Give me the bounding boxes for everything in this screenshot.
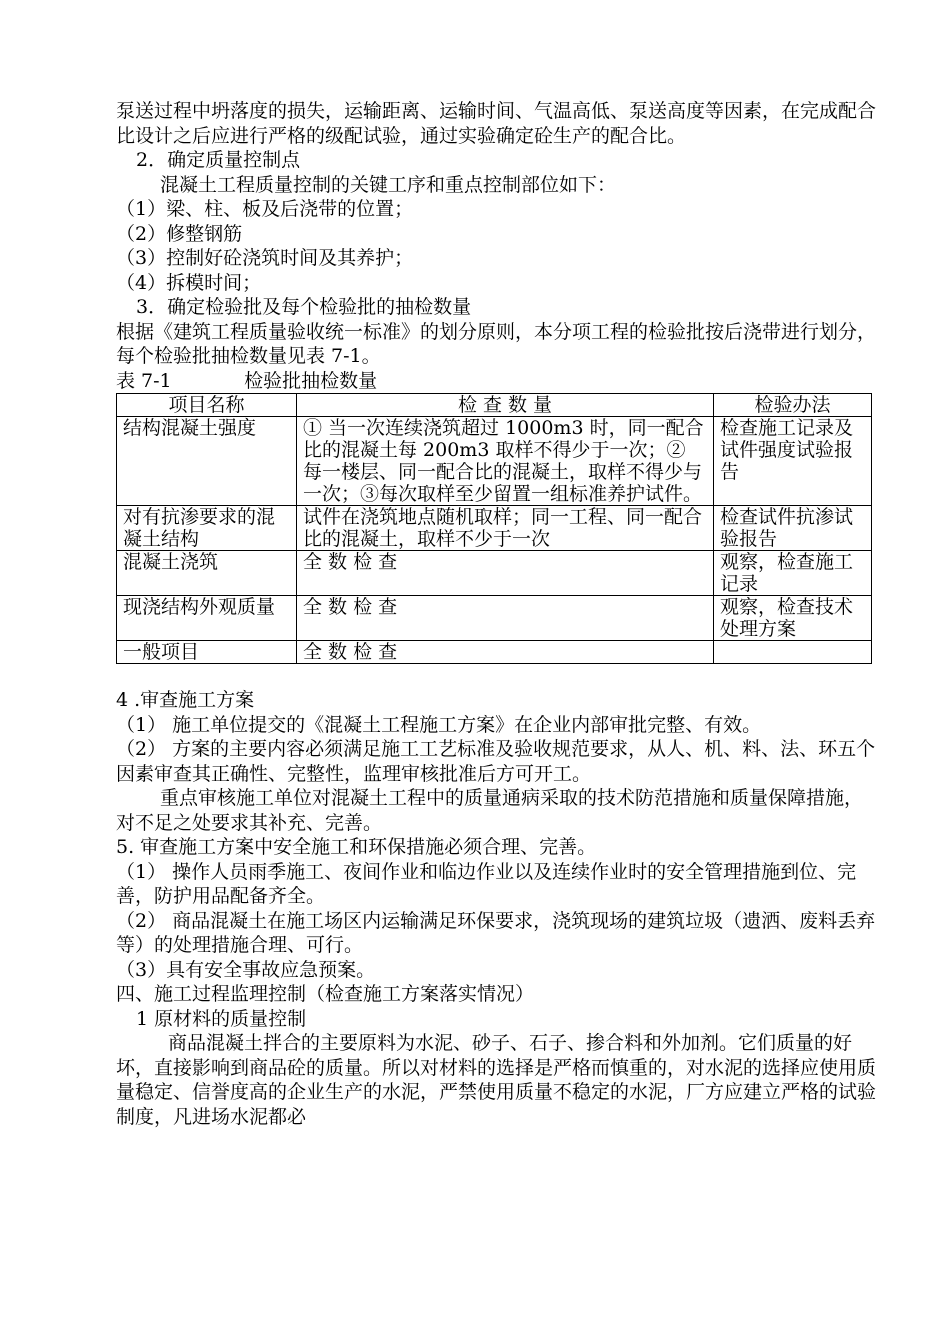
heading-inspection-lots: 3．确定检验批及每个检验批的抽检数量 (136, 296, 472, 318)
list-item: （2）修整钢筋 (116, 222, 243, 245)
section-heading-process-control: 四、施工过程监理控制（检查施工方案落实情况） (116, 983, 535, 1005)
list-item: （3）具有安全事故应急预案。 (116, 958, 376, 981)
heading-safety-review: 5. 审查施工方案中安全施工和环保措施必须合理、完善。 (116, 836, 597, 858)
cell-quantity: 全 数 检 查 (297, 551, 714, 596)
table-row (117, 641, 872, 664)
cell-quantity: 全 数 检 查 (297, 641, 714, 664)
table-row (117, 596, 872, 641)
table-header-row (117, 394, 872, 417)
cell-method (714, 641, 872, 664)
header-check-method: 检验办法 (714, 394, 872, 417)
table-row (117, 417, 872, 506)
heading-quality-control-points: 2．确定质量控制点 (136, 149, 301, 171)
cell-method: 观察，检查技术处理方案 (714, 596, 872, 641)
list-item: （2） 商品混凝土在施工场区内运输满足环保要求，浇筑现场的建筑垃圾（遗洒、废料丢弃等）的处理措施合理、可行。 (116, 909, 876, 956)
paragraph-slump-loss: 泵送过程中坍落度的损失，运输距离、运输时间、气温高低、泵送高度等因素，在完成配合比设计之后应进行严格的级配试验，通过实验确定砼生产的配合比。 (116, 100, 877, 147)
cell-item: 对有抗渗要求的混凝土结构 (117, 506, 297, 551)
cell-method: 观察，检查施工记录 (714, 551, 872, 596)
heading-review-plan: 4 .审查施工方案 (116, 689, 255, 711)
list-item: （1） 施工单位提交的《混凝土工程施工方案》在企业内部审批完整、有效。 (116, 713, 762, 736)
paragraph-raw-material: 商品混凝土拌合的主要原料为水泥、砂子、石子、掺合料和外加剂。它们质量的好坏，直接影响到商品砼的质量。所以对材料的选择是严格而慎重的，对水泥的选择应使用质量稳定、信誉度高的企业生产的水泥，严禁使用质量不稳定的水泥，厂方应建立严格的试验制度，凡进场水泥都必 (116, 1032, 877, 1128)
document-body (116, 99, 876, 1129)
paragraph-lot-division: 根据《建筑工程质量验收统一标准》的划分原则，本分项工程的检验批按后浇带进行划分，每个检验批抽检数量见表 7-1。 (116, 320, 877, 367)
cell-item: 结构混凝土强度 (117, 417, 297, 506)
table-caption-label: 表 7-1 (116, 369, 172, 392)
list-item: （4）拆模时间； (116, 271, 262, 294)
cell-quantity: 全 数 检 查 (297, 596, 714, 641)
list-item: （3）控制好砼浇筑时间及其养护； (116, 247, 414, 269)
list-item: （2） 方案的主要内容必须满足施工工艺标准及验收规范要求，从人、机、料、法、环五个因素审查其正确性、完整性，监理审核批准后方可开工。 (116, 738, 876, 785)
cell-item: 现浇结构外观质量 (117, 596, 297, 641)
spacer (116, 664, 876, 688)
list-item: （1）梁、柱、板及后浇带的位置； (116, 198, 414, 220)
header-item-name: 项目名称 (117, 394, 297, 417)
cell-quantity: 试件在浇筑地点随机取样；同一工程、同一配合比的混凝土，取样不少于一次 (297, 506, 714, 551)
table-row (117, 506, 872, 551)
cell-method: 检查施工记录及试件强度试验报告 (714, 417, 872, 506)
cell-quantity: ① 当一次连续浇筑超过 1000m3 时，同一配合比的混凝土每 200m3 取样不得少于一次；② 每一楼层、同一配合比的混凝土，取样不得少与一次；③每次取样至少留置一组标准养护试件。 (297, 417, 714, 506)
table-row (117, 551, 872, 596)
table-caption (116, 369, 876, 394)
cell-item: 一般项目 (117, 641, 297, 664)
list-item: （1） 操作人员雨季施工、夜间作业和临边作业以及连续作业时的安全管理措施到位、完善，防护用品配备齐全。 (116, 860, 857, 907)
table-caption-title: 检验批抽检数量 (244, 369, 378, 392)
inspection-table (116, 393, 872, 664)
cell-item: 混凝土浇筑 (117, 551, 297, 596)
header-check-quantity: 检 查 数 量 (297, 394, 714, 417)
paragraph-key-review: 重点审核施工单位对混凝土工程中的质量通病采取的技术防范措施和质量保障措施，对不足之处要求其补充、完善。 (116, 787, 864, 834)
heading-raw-material: 1 原材料的质量控制 (136, 1007, 307, 1030)
cell-method: 检查试件抗渗试验报告 (714, 506, 872, 551)
paragraph-key-processes: 混凝土工程质量控制的关键工序和重点控制部位如下： (160, 173, 617, 196)
